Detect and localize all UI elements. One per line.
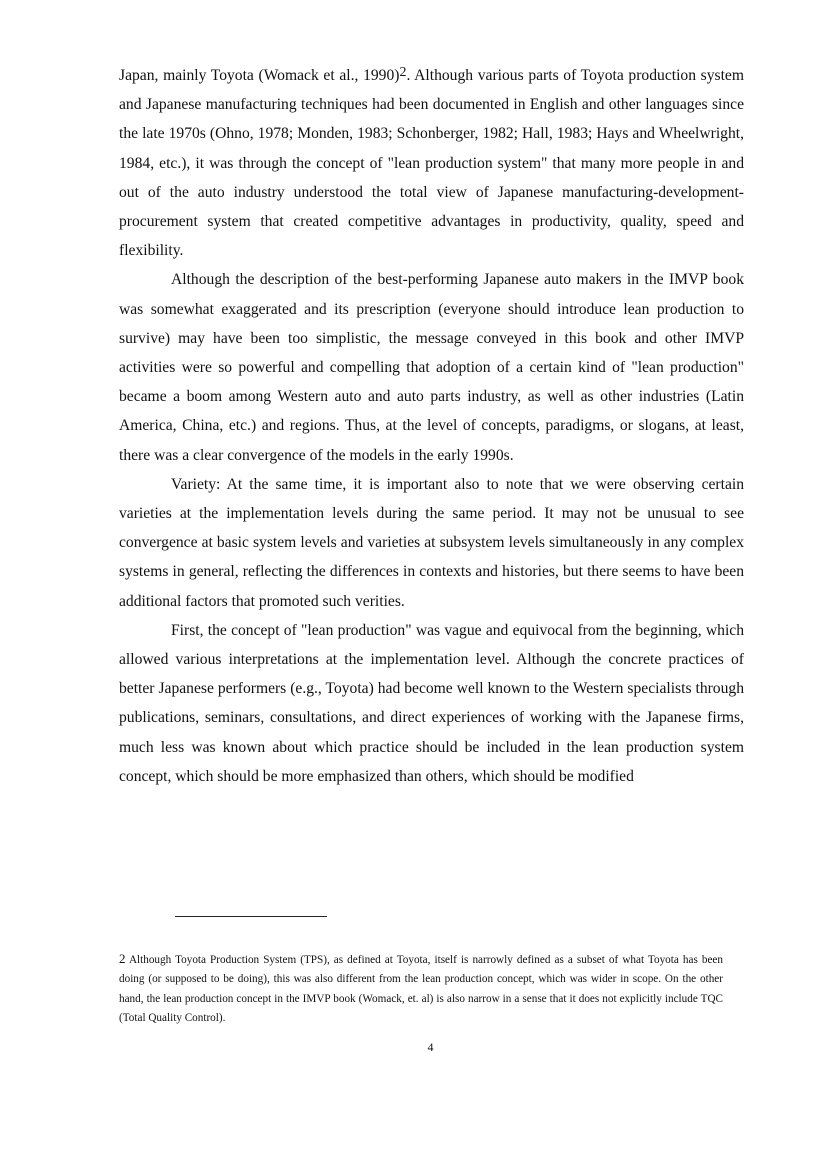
paragraph-1-after-note: . Although various parts of Toyota production system and Japanese manufacturing techniques had been documented in English and other languages since the late 1970s (Ohno, 1978; Monden, 1983; Schonberger, 1982; Hall, 1983; Hays and Wheelwright, 1984, etc.), it was through the concept of "lean production system" that many more people in and out of the auto industry understood the total view of Japanese manufacturing-development-procurement system that created competitive advantages in productivity, quality, speed and flexibility.: [119, 67, 744, 260]
page-number: 4: [427, 1040, 434, 1054]
footnote-reference-marker: 2: [399, 65, 407, 80]
footnote-separator: [175, 916, 327, 917]
paragraph-3: Variety: At the same time, it is important also to note that we were observing certain varieties at the implementation levels during the same period. It may not be unusual to see convergence at basic system levels and varieties at subsystem levels simultaneously in any complex systems in general, reflecting the differences in contexts and histories, but there seems to have been additional factors that promoted such verities.: [119, 475, 744, 610]
paragraph-2: Although the description of the best-performing Japanese auto makers in the IMVP book was somewhat exaggerated and its prescription (everyone should introduce lean production to survive) may have been too simplistic, the message conveyed in this book and other IMVP activities were so powerful and compelling that adoption of a certain kind of "lean production" became a boom among Western auto and auto parts industry, as well as other industries (Latin America, China, etc.) and regions. Thus, at the level of concepts, paradigms, or slogans, at least, there was a clear convergence of the models in the early 1990s.: [119, 271, 744, 464]
paragraph-4: First, the concept of "lean production" was vague and equivocal from the beginning, which allowed various interpretations at the implementation level. Although the concrete practices of better Japanese performers (e.g., Toyota) had become well known to the Western specialists through publications, seminars, consultations, and direct experiences of working with the Japanese firms, much less was known about which practice should be included in the lean production system concept, which should be more emphasized than others, which should be modified: [119, 621, 744, 785]
footnote: [119, 949, 723, 1029]
body-text: [119, 61, 744, 791]
paragraph-1-before-note: Japan, mainly Toyota (Womack et al., 1990): [119, 67, 400, 84]
footnote-number: 2: [119, 951, 126, 966]
footnote-text: Although Toyota Production System (TPS), as defined at Toyota, itself is narrowly defined as a subset of what Toyota has been doing (or supposed to be doing), this was also different from the lean production concept, which was wider in scope. On the other hand, the lean production concept in the IMVP book (Womack, et. al) is also narrow in a sense that it does not explicitly include TQC (Total Quality Control).: [119, 954, 723, 1025]
paragraph-1: [119, 61, 744, 265]
